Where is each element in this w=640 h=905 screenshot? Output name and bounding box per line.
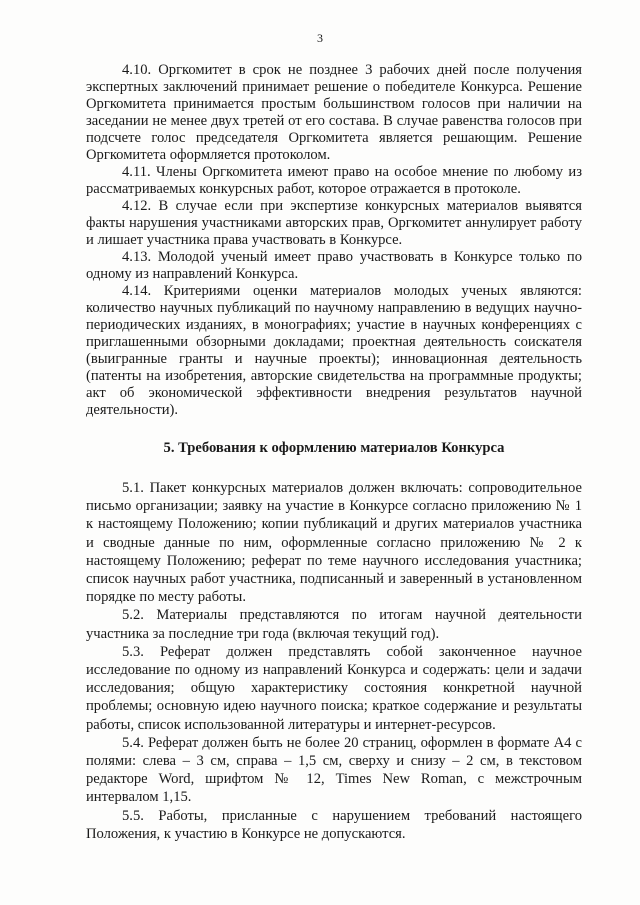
document-body xyxy=(86,62,582,843)
section-5 xyxy=(86,479,582,843)
clause-5-4: 5.4. Реферат должен быть не более 20 страниц, оформлен в формате А4 с полями: слева – 3 см, справа – 1,5 см, сверху и снизу – 2 см, в текстовом редакторе Word, шрифтом № 12, Times New Roman, с межстрочным интервалом 1,15. xyxy=(86,734,582,806)
clause-4-12: 4.12. В случае если при экспертизе конкурсных материалов выявятся факты нарушения участниками авторских прав, Оргкомитет аннулирует работу и лишает участника права участвовать в Конкурсе. xyxy=(86,198,582,248)
section-4-continuation xyxy=(86,62,582,419)
page-number: 3 xyxy=(317,31,323,45)
clause-5-2: 5.2. Материалы представляются по итогам научной деятельности участника за последние три года (включая текущий год). xyxy=(86,607,582,642)
clause-4-14: 4.14. Критериями оценки материалов молодых ученых являются: количество научных публикаций по научному направлению в ведущих научно-периодических изданиях, в монографиях; участие в научных конференциях с приглашенными обзорными докладами; проектная деятельность соискателя (выигранные гранты и научные проекты); инновационная деятельность (патенты на изобретения, авторские свидетельства на программные продукты; акт об экономической эффективности внедрения результатов научной деятельности). xyxy=(86,283,582,418)
clause-5-3: 5.3. Реферат должен представлять собой законченное научное исследование по одному из направлений Конкурса и содержать: цели и задачи исследования; общую характеристику состояния конкретной научной проблемы; основную идею научного поиска; краткое содержание и результаты работы, список использованной литературы и интернет-ресурсов. xyxy=(86,643,582,733)
clause-5-1: 5.1. Пакет конкурсных материалов должен включать: сопроводительное письмо организации; заявку на участие в Конкурсе согласно приложению № 1 к настоящему Положению; копии публикаций и других материалов участника и сводные данные по ним, оформленные согласно приложению № 2 к настоящему Положению; реферат по теме научного исследования участника; список научных работ участника, подписанный и заверенный в установленном порядке по месту работы. xyxy=(86,480,582,606)
clause-4-11: 4.11. Члены Оргкомитета имеют право на особое мнение по любому из рассматриваемых конкурсных работ, которое отражается в протоколе. xyxy=(86,164,582,197)
clause-4-10: 4.10. Оргкомитет в срок не позднее 3 рабочих дней после получения экспертных заключений принимает решение о победителе Конкурса. Решение Оргкомитета принимается простым большинством голосов при наличии на заседании не менее двух третей от его состава. В случае равенства голосов при подсчете голос председателя Оргкомитета является решающим. Решение Оргкомитета оформляется протоколом. xyxy=(86,62,582,163)
clause-4-13: 4.13. Молодой ученый имеет право участвовать в Конкурсе только по одному из направлений Конкурса. xyxy=(86,249,582,282)
section-5-heading: 5. Требования к оформлению материалов Конкурса xyxy=(163,440,505,456)
clause-5-5: 5.5. Работы, присланные с нарушением требований настоящего Положения, к участию в Конкурсе не допускаются. xyxy=(86,807,582,842)
